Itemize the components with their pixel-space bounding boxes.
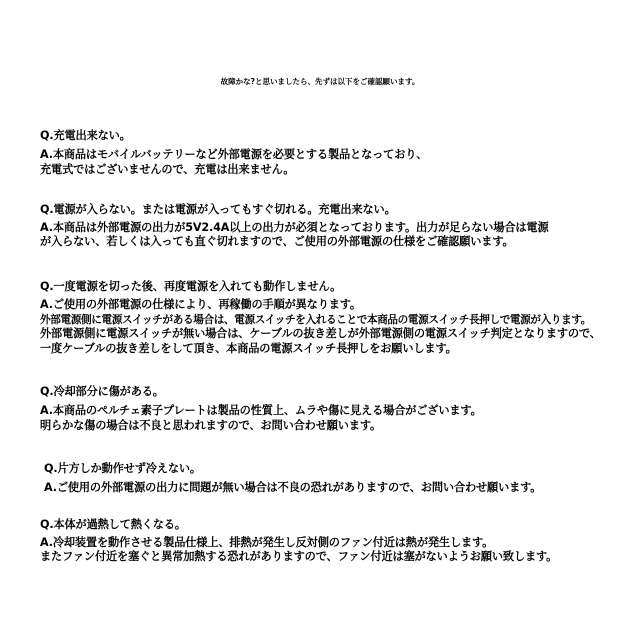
question-text: Q.充電出来ない。	[40, 129, 131, 142]
page-title: 故障かな?と思いましたら、先ずは以下をご確認願います。	[220, 77, 420, 86]
question-text: Q.電源が入らない。または電源が入ってもすぐ切れる。充電出来ない。	[40, 203, 396, 216]
answer-line: A.本商品はモバイルバッテリーなど外部電源を必要とする製品となっており、	[40, 148, 428, 161]
question-text: Q.本体が過熱して熱くなる。	[40, 518, 186, 531]
answer-line: A.ご使用の外部電源の出力に問題が無い場合は不良の恐れがありますので、お問い合わせ願います。	[44, 481, 542, 494]
question-text: Q.片方しか動作せず冷えない。	[44, 462, 201, 475]
answer-line: 外部電源側に電源スイッチが無い場合は、ケーブルの抜き差しが外部電源側の電源スイッチ判定となりますので、	[40, 327, 601, 340]
answer-line: が入らない、若しくは入っても直ぐ切れますので、ご使用の外部電源の仕様をご確認願います。	[40, 235, 514, 248]
question-text: Q.一度電源を切った後、再度電源を入れても動作しません。	[40, 280, 342, 293]
answer-line: またファン付近を塞ぐと異常加熱する恐れがありますので、ファン付近は塞がないようお願い致します。	[40, 550, 558, 563]
answer-line: A.冷却装置を動作させる製品仕様上、排熱が発生し反対側のファン付近は熱が発生します。	[40, 536, 494, 549]
answer-line: A.本商品は外部電源の出力が5V2.4A以上の出力が必須となっております。出力が足らない場合は電源	[40, 221, 549, 234]
answer-line: A.ご使用の外部電源の仕様により、再稼働の手順が異なります。	[40, 298, 361, 311]
question-text: Q.冷却部分に傷がある。	[40, 385, 164, 398]
answer-line: 一度ケーブルの抜き差しをして頂き、本商品の電源スイッチ長押しをお願いします。	[40, 342, 457, 355]
answer-line: 充電式ではございませんので、充電は出来ません。	[40, 163, 295, 176]
answer-line: 明らかな傷の場合は不良と思われますので、お問い合わせ願います。	[40, 419, 382, 432]
answer-line: A.本商品のペルチェ素子プレートは製品の性質上、ムラや傷に見える場合がございます。	[40, 404, 482, 417]
answer-line: 外部電源側に電源スイッチがある場合は、電源スイッチを入れることで本商品の電源スイッチ長押しで電源が入ります。	[40, 314, 592, 326]
